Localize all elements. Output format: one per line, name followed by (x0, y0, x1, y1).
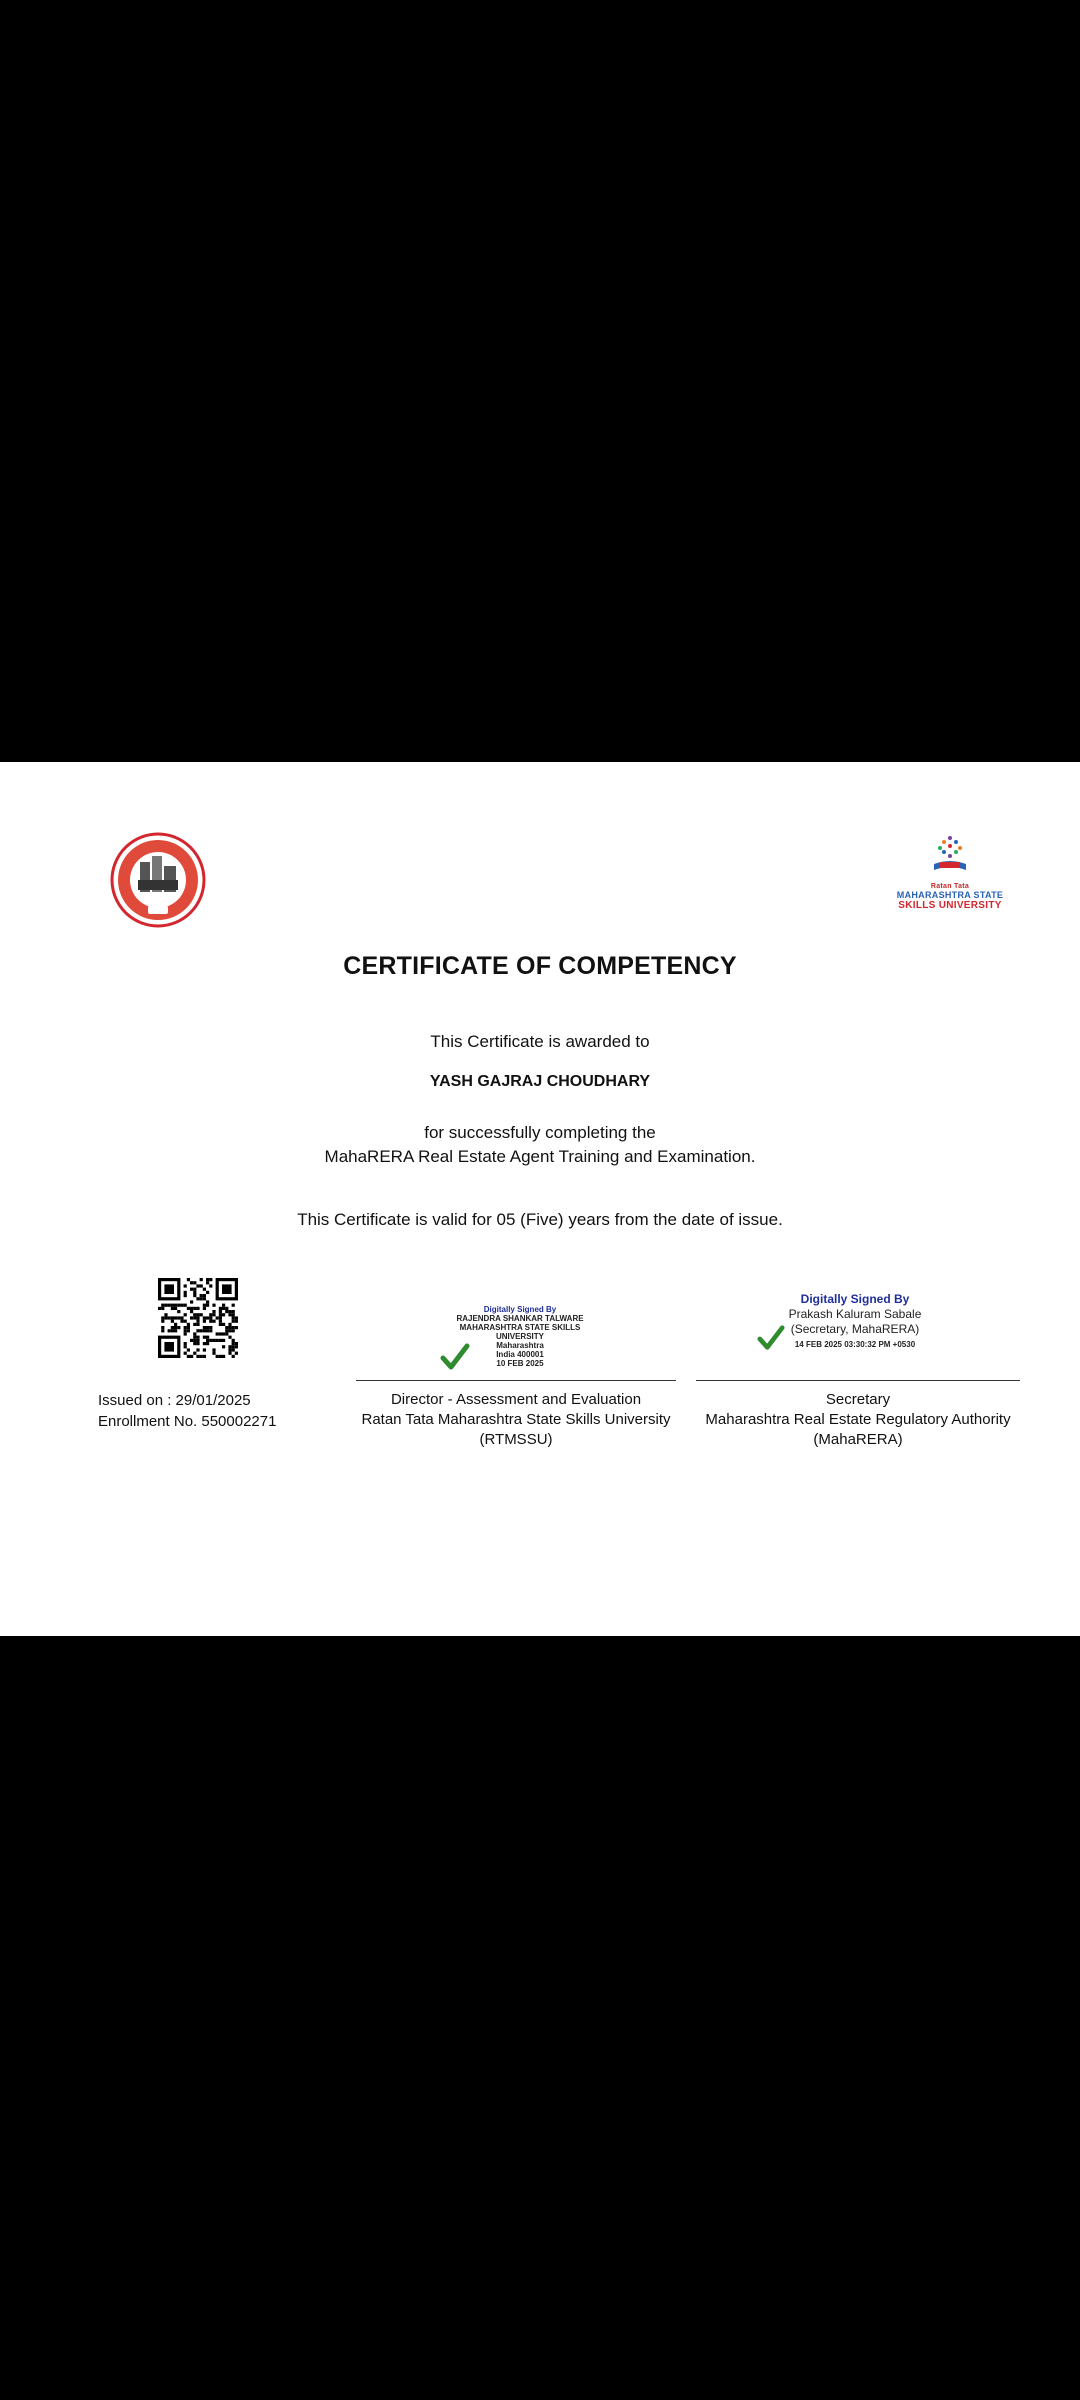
signature-2-line (696, 1380, 1020, 1381)
certificate-document (0, 762, 1080, 1636)
completion-line-2: MahaRERA Real Estate Agent Training and Examination. (324, 1147, 756, 1166)
verified-check-icon (757, 1324, 785, 1357)
issue-details (98, 1390, 276, 1432)
signer1-line3: UNIVERSITY (495, 1332, 544, 1341)
digital-signature-1-heading: Digitally Signed By (483, 1305, 557, 1314)
signer2-time: 14 FEB 2025 03:30:32 PM +0530 (794, 1340, 916, 1349)
signature-1-line (356, 1380, 676, 1381)
signer2-title: (Secretary, MahaRERA) (790, 1322, 920, 1336)
signatory-1-role-line3: (RTMSSU) (479, 1431, 553, 1448)
validity-text: This Certificate is valid for 05 (Five) years from the date of issue. (297, 1210, 783, 1229)
signatory-2-role (686, 1390, 1030, 1450)
university-logo-line2: SKILLS UNIVERSITY (898, 900, 1002, 911)
certificate-title: CERTIFICATE OF COMPETENCY (343, 952, 737, 980)
signer1-line4: Maharashtra (496, 1341, 544, 1350)
issued-on-date: Issued on : 29/01/2025 (98, 1392, 251, 1409)
signer1-line1: RAJENDRA SHANKAR TALWARE (456, 1314, 584, 1323)
signer2-name: Prakash Kaluram Sabale (788, 1307, 922, 1321)
university-logo (890, 834, 1010, 911)
signer1-line5: India 400001 (496, 1350, 544, 1359)
recipient-name: YASH GAJRAJ CHOUDHARY (429, 1073, 651, 1090)
signatory-2-role-line3: (MahaRERA) (813, 1431, 903, 1448)
university-emblem-icon (930, 834, 970, 878)
signer1-date: 10 FEB 2025 (496, 1359, 544, 1368)
digital-signature-2-heading: Digitally Signed By (800, 1292, 910, 1306)
completion-line-1: for successfully completing the (424, 1123, 656, 1142)
signatory-1-role-line2: Ratan Tata Maharashtra State Skills University (361, 1411, 671, 1428)
verified-check-icon (440, 1342, 470, 1377)
signatory-1-role-line1: Director - Assessment and Evaluation (390, 1391, 642, 1408)
university-logo-small-text: Ratan Tata (930, 883, 970, 890)
qr-code-icon (158, 1278, 238, 1363)
awarded-to-text: This Certificate is awarded to (430, 1032, 650, 1051)
signer1-line2: MAHARASHTRA STATE SKILLS (459, 1323, 581, 1332)
signatory-2-role-line1: Secretary (825, 1391, 891, 1408)
enrollment-number: Enrollment No. 550002271 (98, 1413, 277, 1430)
signatory-2-role-line2: Maharashtra Real Estate Regulatory Authority (705, 1411, 1011, 1428)
university-logo-line1: MAHARASHTRA STATE (896, 890, 1004, 900)
signatory-1-role (346, 1390, 686, 1450)
maharera-seal-icon (110, 832, 206, 933)
